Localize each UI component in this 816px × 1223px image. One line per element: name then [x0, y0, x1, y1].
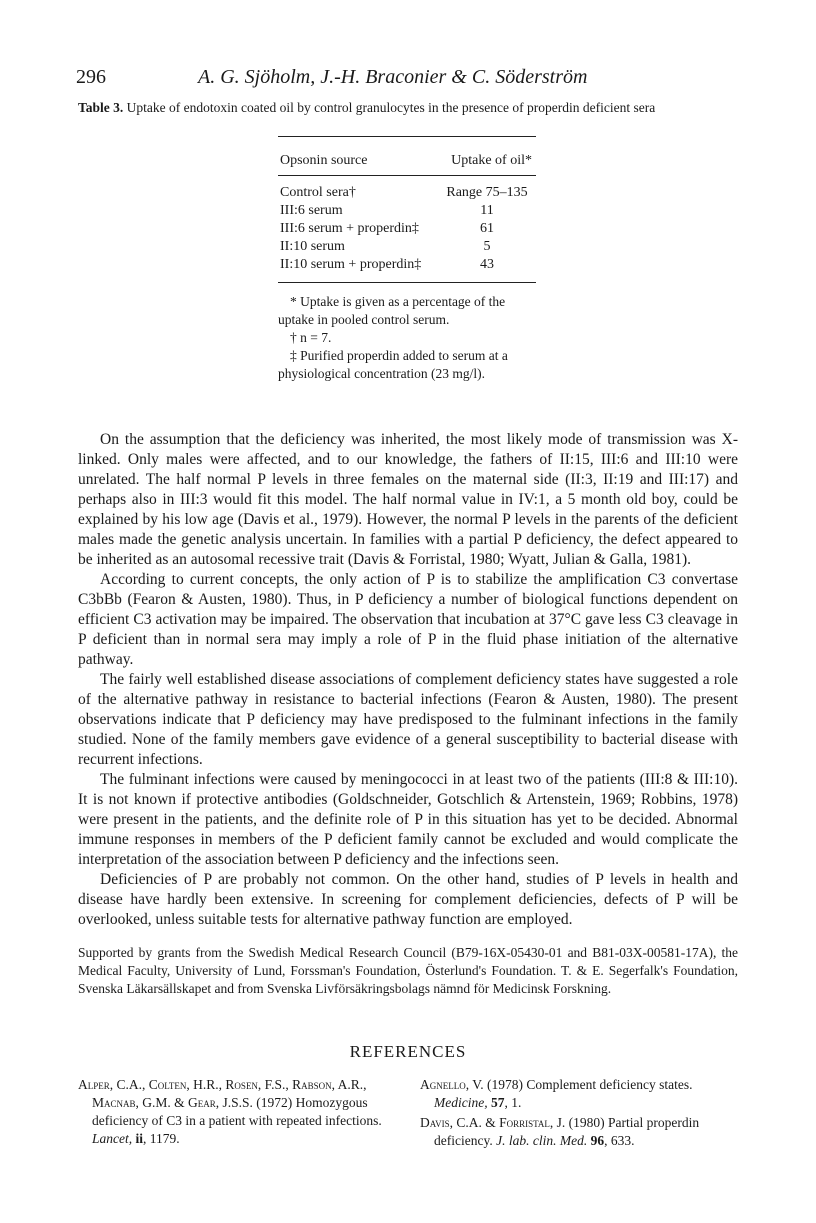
reference-entry: Agnello, V. (1978) Complement deficiency states. Medicine, 57, 1.	[420, 1077, 693, 1110]
table-footnote: ‡ Purified properdin added to serum at a physiological concentration (23 mg/l).	[278, 348, 508, 381]
reference-authors: Agnello, V.	[420, 1077, 484, 1092]
table-cell-source: III:6 serum	[280, 203, 343, 218]
reference-entry: Alper, C.A., Colten, H.R., Rosen, F.S., Rabson, A.R., Macnab, G.M. & Gear, J.S.S. (1972) Homozygous deficiency of C3 in a patient with repeated infections. Lancet, ii, 1179.	[78, 1077, 382, 1146]
reference-volume: 57	[490, 1095, 505, 1110]
table-caption-text: Uptake of endotoxin coated oil by control granulocytes in the presence of properdin deficient sera	[123, 100, 656, 115]
reference-title: (1980) Partial properdin deficiency.	[434, 1115, 700, 1148]
references-column-left	[78, 1076, 400, 1150]
reference-journal: Medicine	[434, 1095, 485, 1110]
table-cell-uptake: Range 75–135	[446, 185, 528, 200]
page-number: 296	[76, 66, 106, 88]
table-header-row	[278, 137, 536, 175]
reference-title: (1978) Complement deficiency states.	[483, 1077, 693, 1092]
table-cell-source: Control sera†	[280, 185, 356, 200]
column-header-uptake: Uptake of oil*	[451, 153, 532, 168]
reference-volume: 96	[590, 1133, 605, 1148]
body-paragraph: According to current concepts, the only action of P is to stabilize the amplification C3 convertase C3bBb (Fearon & Austen, 1980). Thus, in P deficiency a number of biological functions dependent on efficient C3 activation may be impaired. The observation that incubation at 37°C gave less C3 cleavage in P deficient than in normal sera may imply a role of P in the fluid phase initiation of the alternative pathway.	[78, 571, 738, 668]
reference-entry	[420, 1114, 740, 1150]
table-cell-source: II:10 serum + properdin‡	[280, 257, 422, 272]
table-row	[278, 202, 536, 220]
body-paragraph: Deficiencies of P are probably not common. On the other hand, studies of P levels in health and disease have hardly been extensive. In screening for complement deficiencies, defects of P will be overlooked, unless suitable tests for alternative pathway function are employed.	[78, 871, 738, 928]
table-bottom-rule	[278, 282, 536, 283]
references-column-right	[420, 1076, 740, 1152]
reference-journal: Lancet	[92, 1131, 129, 1146]
data-table	[278, 136, 536, 383]
table-row	[278, 220, 536, 238]
table-row	[278, 256, 536, 274]
reference-title: (1972) Homozygous deficiency of C3 in a patient with repeated infections.	[92, 1095, 382, 1128]
table-row	[278, 184, 536, 202]
table-cell-source: II:10 serum	[280, 239, 345, 254]
reference-authors: Davis, C.A. & Forristal, J.	[420, 1115, 566, 1130]
table-footnote: * Uptake is given as a percentage of the uptake in pooled control serum.	[278, 294, 506, 327]
funding-acknowledgement: Supported by grants from the Swedish Medical Research Council (B79-16X-05430-01 and B81-03X-00581-17A), the Medical Faculty, University of Lund, Forssman's Foundation, Österlund's Foundation. T. & E. Segerfalk's Foundation, Svenska Läkarsällskapet and from Svenska Livförsäkringsbolags nämnd för Medicinsk Forskning.	[78, 945, 738, 996]
body-paragraph: The fairly well established disease associations of complement deficiency states have suggested a role of the alternative pathway in resistance to bacterial infections (Fearon & Austen, 1980). The present observations indicate that P deficiency may have predisposed to the fulminant infections in the family studied. None of the family members gave evidence of a general susceptibility to bacterial disease with recurrent infections.	[78, 671, 738, 768]
reference-journal: J. lab. clin. Med.	[496, 1133, 588, 1148]
table-row	[278, 238, 536, 256]
table-cell-uptake: 43	[480, 257, 494, 272]
table-cell-source: III:6 serum + properdin‡	[280, 221, 419, 236]
running-head	[76, 66, 756, 94]
running-head-authors: A. G. Sjöholm, J.-H. Braconier & C. Söderström	[198, 66, 588, 88]
body-paragraph: On the assumption that the deficiency was inherited, the most likely mode of transmission was X-linked. Only males were affected, and to our knowledge, the fathers of II:15, III:6 and III:10 were unrelated. The half normal P levels in three females on the maternal side (II:3, II:19 and III:17) and perhaps also in III:3 would fit this model. The half normal value in IV:1, a 5 month old boy, could be explained by his low age (Davis et al., 1979). However, the normal P levels in the parents of the deficient males made the genetic analysis uncertain. In families with a partial P deficiency, the defect appeared to be inherited as an autosomal recessive trait (Davis & Forristal, 1980; Wyatt, Julian & Galla, 1981).	[78, 431, 738, 568]
reference-pages: , 633.	[604, 1133, 635, 1148]
reference-volume: ii	[135, 1131, 144, 1146]
reference-pages: , 1179.	[143, 1131, 180, 1146]
table-cell-uptake: 61	[480, 221, 494, 236]
references-heading: REFERENCES	[349, 1042, 467, 1061]
table-footnotes	[278, 293, 540, 383]
table-cell-uptake: 5	[483, 239, 491, 254]
table-footnote: † n = 7.	[290, 330, 332, 345]
table-caption	[78, 100, 758, 116]
reference-pages: , 1.	[504, 1095, 522, 1110]
table-cell-uptake: 11	[480, 203, 494, 218]
reference-authors: Alper, C.A., Colten, H.R., Rosen, F.S., Rabson, A.R., Macnab, G.M. & Gear, J.S.S.	[78, 1077, 367, 1110]
column-header-source: Opsonin source	[280, 153, 368, 168]
table-body	[278, 176, 536, 282]
table-caption-label: Table 3.	[78, 100, 124, 115]
article-body	[78, 430, 738, 930]
body-paragraph: The fulminant infections were caused by meningococci in at least two of the patients (III:8 & III:10). It is not known if protective antibodies (Goldschneider, Gotschlich & Artenstein, 1969; Robbins, 1978) were present in the patients, and the definite role of P in this situation has yet to be decided. Abnormal immune responses in members of the P deficient family cannot be excluded and would complicate the interpretation of the association between P deficiency and the infections seen.	[78, 771, 738, 868]
